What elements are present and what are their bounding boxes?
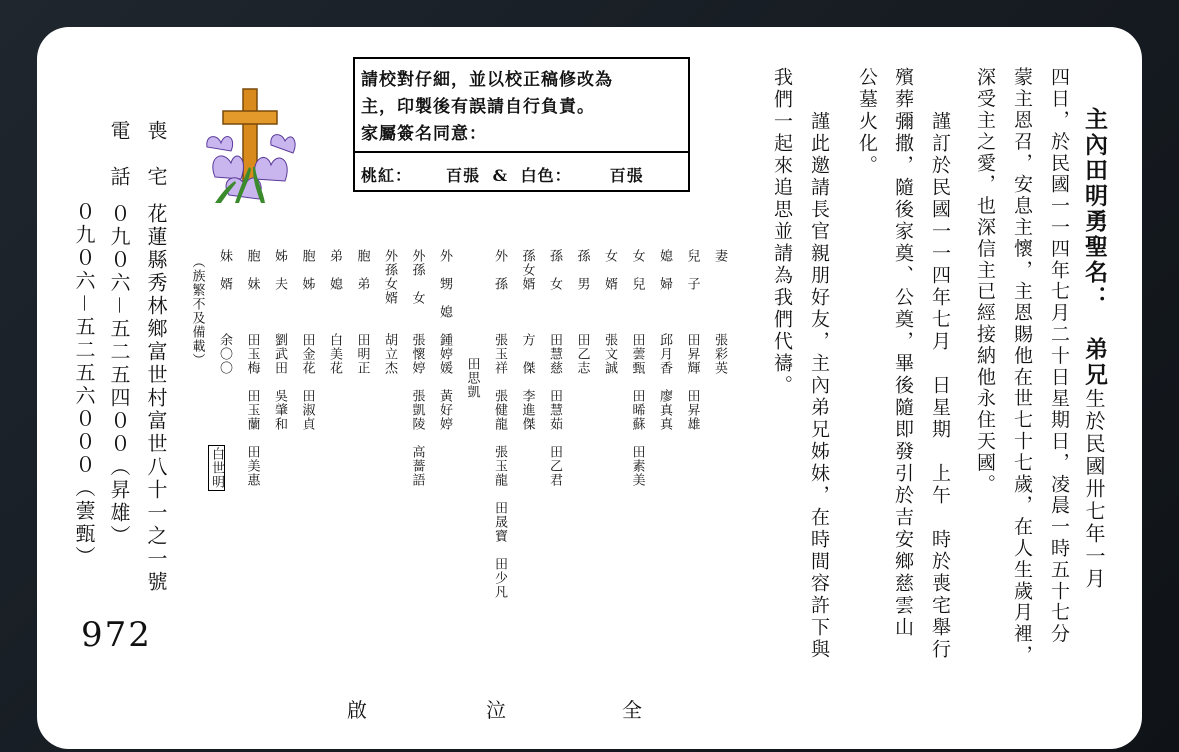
amp: & bbox=[492, 166, 509, 185]
title-role: 弟兄 bbox=[1081, 337, 1108, 388]
notice-divider bbox=[355, 151, 688, 153]
family-names: 白美花 bbox=[327, 333, 342, 375]
family-member-column bbox=[603, 249, 616, 375]
pink-label: 桃紅： bbox=[361, 166, 413, 185]
body-line-6: 公墓火化。 bbox=[856, 67, 878, 177]
family-relation: 孫 男 bbox=[574, 249, 590, 291]
closing-quan: 全 bbox=[622, 698, 642, 722]
stamp-box: 白世明 bbox=[209, 447, 224, 489]
family-names: 田蕓甄 田晞蘇 田素美 bbox=[629, 333, 645, 487]
family-names: 張彩英 bbox=[712, 333, 727, 375]
white-label: 白色： bbox=[520, 166, 572, 185]
family-member-column bbox=[356, 249, 369, 375]
obituary-card bbox=[37, 27, 1142, 749]
family-names: 鍾婷媛 黃好婷 bbox=[437, 333, 452, 431]
title-column bbox=[1083, 107, 1106, 591]
title-birth-text: 生於民國卅七年一月 bbox=[1082, 388, 1106, 591]
family-relation: 兒 子 bbox=[684, 249, 700, 291]
notice-line-2: 主，印製後有誤請自行負責。 bbox=[361, 97, 595, 117]
body-line-2: 蒙主恩召，安息主懷，主恩賜他在世七十七歲，在人生歲月裡， bbox=[1011, 67, 1033, 667]
family-relation: 胞 妹 bbox=[244, 249, 260, 291]
body-line-5: 殯葬彌撒，隨後家奠、公奠，畢後隨即發引於吉安鄉慈雲山 bbox=[892, 67, 914, 639]
footer-code: 972 bbox=[81, 615, 152, 655]
deceased-name: 主內田明勇 bbox=[1081, 107, 1108, 235]
phone-column-1 bbox=[109, 120, 129, 548]
family-member-column bbox=[273, 249, 286, 431]
family-member-column bbox=[631, 249, 644, 487]
family-names: （族繁不及備載） bbox=[189, 255, 205, 367]
family-member-column bbox=[438, 249, 451, 431]
body-line-1: 四日，於民國一一四年七月二十日星期日，凌晨一時五十七分 bbox=[1048, 67, 1070, 645]
family-member-column bbox=[383, 249, 396, 375]
family-names: 田乙志 bbox=[574, 333, 590, 375]
family-relation: 妻 bbox=[712, 249, 727, 263]
family-member-column bbox=[576, 249, 589, 375]
phone-label: 電 話 bbox=[107, 120, 131, 189]
pink-count: 百張 bbox=[446, 166, 481, 185]
family-member-column bbox=[686, 249, 699, 431]
family-relation: 外 孫 bbox=[492, 249, 507, 291]
family-names: 張玉祥 張健龍 張玉龍 田晟寶 田少凡 bbox=[492, 333, 507, 599]
family-names: 方 傑 李進傑 bbox=[519, 333, 535, 431]
family-member-column bbox=[301, 249, 314, 431]
notice-color-row bbox=[361, 163, 644, 186]
family-relation: 外孫女婿 bbox=[382, 249, 397, 305]
family-member-column bbox=[191, 249, 204, 367]
family-relation: 孫 女 bbox=[547, 249, 562, 291]
body-line-7: 謹此邀請長官親朋好友，主內弟兄姊妹，在時間容許下與 bbox=[808, 111, 830, 661]
family-member-column bbox=[521, 249, 534, 431]
family-names: 張懷婷 張凱陵 高薔語 bbox=[409, 333, 425, 487]
family-relation: 孫女婿 bbox=[519, 249, 535, 291]
family-names: 張文誠 bbox=[602, 333, 617, 375]
body-line-3: 深受主之愛，也深信主已經接納他永住天國。 bbox=[974, 67, 996, 495]
closing-qi: 泣 bbox=[486, 698, 506, 722]
cross-with-lilies-icon bbox=[205, 87, 297, 205]
family-relation: 媳 婦 bbox=[657, 249, 672, 291]
family-member-column bbox=[493, 249, 506, 599]
family-relation: 女 婿 bbox=[602, 249, 617, 291]
proof-notice-box bbox=[353, 57, 690, 192]
family-relation: 姊 夫 bbox=[272, 249, 287, 291]
family-names: 邱月香 廖真真 bbox=[657, 333, 672, 431]
white-count: 百張 bbox=[609, 166, 644, 185]
family-names: 胡立杰 bbox=[382, 333, 397, 375]
family-relation: 胞 弟 bbox=[354, 249, 370, 291]
family-relation: 弟 媳 bbox=[327, 249, 342, 291]
family-member-column bbox=[548, 249, 561, 487]
notice-line-3: 家屬簽名同意： bbox=[361, 124, 487, 144]
address-value: 花蓮縣秀林鄉富世村富世八十一之一號 bbox=[144, 203, 168, 594]
phone-line-1: ０九０六－五二五四００（昇雄） bbox=[107, 203, 131, 548]
family-member-column bbox=[713, 249, 726, 375]
family-member-column bbox=[218, 249, 231, 375]
body-line-4: 謹訂於民國一一四年七月 日星期 上午 時於喪宅舉行 bbox=[929, 111, 951, 661]
body-line-8: 我們一起來追思並請為我們代禱。 bbox=[771, 67, 793, 397]
family-member-column bbox=[411, 249, 424, 487]
address-label: 喪 宅 bbox=[144, 120, 168, 189]
family-names: 余〇〇 bbox=[217, 333, 232, 375]
closing-qi2: 啟 bbox=[347, 698, 367, 722]
phone-column-2 bbox=[74, 201, 94, 569]
family-member-column bbox=[328, 249, 341, 375]
family-member-column bbox=[246, 249, 259, 487]
family-names: 田慧慈 田慧茹 田乙君 bbox=[547, 333, 562, 487]
family-names: 田玉梅 田玉蘭 田美惠 bbox=[244, 333, 260, 487]
family-relation: 外孫 女 bbox=[409, 249, 425, 305]
family-relation: 女 兒 bbox=[629, 249, 645, 291]
stamp-person-name bbox=[210, 445, 223, 491]
family-names: 田明正 bbox=[354, 333, 370, 375]
family-names: 田金花 田淑貞 bbox=[299, 333, 315, 431]
family-relation: 妹 婿 bbox=[217, 249, 232, 291]
address-column bbox=[146, 120, 166, 594]
family-names: 田思凱 bbox=[464, 357, 480, 399]
family-member-column bbox=[466, 249, 479, 399]
family-relation: 外 甥 媳 bbox=[437, 249, 452, 319]
phone-line-2: ０九０六－五二五六０００（蕓甄） bbox=[72, 201, 96, 569]
title-suffix: 聖名： bbox=[1081, 234, 1108, 311]
notice-line-1: 請校對仔細，並以校正稿修改為 bbox=[361, 70, 613, 90]
family-names: 劉武田 吳肇和 bbox=[272, 333, 287, 431]
family-names: 田昇輝 田昇雄 bbox=[684, 333, 700, 431]
family-member-column bbox=[658, 249, 671, 431]
family-relation: 胞 姊 bbox=[299, 249, 315, 291]
